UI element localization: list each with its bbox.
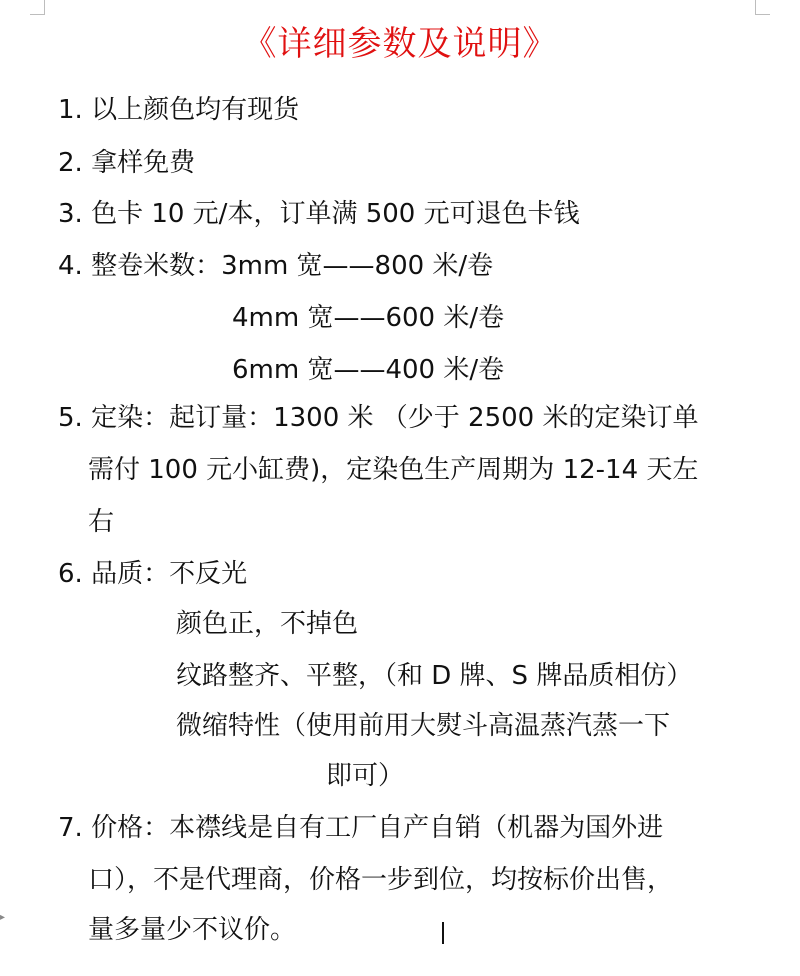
text-cursor [442,922,444,944]
item-5-line-1: 5. 定染：起订量：1300 米 （少于 2500 米的定染订单 [58,403,699,433]
item-4-line-2: 4mm 宽——600 米/卷 [232,303,505,333]
document-title: 《详细参数及说明》 [242,24,558,64]
item-6-line-5: 即可） [326,761,405,791]
item-5-line-2: 需付 100 元小缸费)，定染色生产周期为 12-14 天左 [88,455,699,485]
item-6-line-2: 颜色正，不掉色 [176,609,359,639]
item-4-line-3: 6mm 宽——400 米/卷 [232,355,505,385]
item-7-line-2: 口），不是代理商，价格一步到位，均按标价出售， [88,865,674,895]
item-6-line-3: 纹路整齐、平整，（和 D 牌、S 牌品质相仿） [176,661,693,691]
margin-corner-mark-left [30,0,45,15]
item-5-line-3: 右 [88,507,115,537]
item-3: 3. 色卡 10 元/本，订单满 500 元可退色卡钱 [58,199,580,229]
item-6-line-1: 6. 品质：不反光 [58,559,248,589]
item-7-line-3: 量多量少不议价。 [88,915,297,945]
item-1: 1. 以上颜色均有现货 [58,95,300,125]
margin-arrow-icon: ▸ [0,912,6,923]
item-6-line-4: 微缩特性（使用前用大熨斗高温蒸汽蒸一下 [176,711,671,741]
margin-corner-mark-right [755,0,770,15]
item-7-line-1: 7. 价格：本襟线是自有工厂自产自销（机器为国外进 [58,813,664,843]
item-2: 2. 拿样免费 [58,148,196,178]
item-4-line-1: 4. 整卷米数：3mm 宽——800 米/卷 [58,251,494,281]
